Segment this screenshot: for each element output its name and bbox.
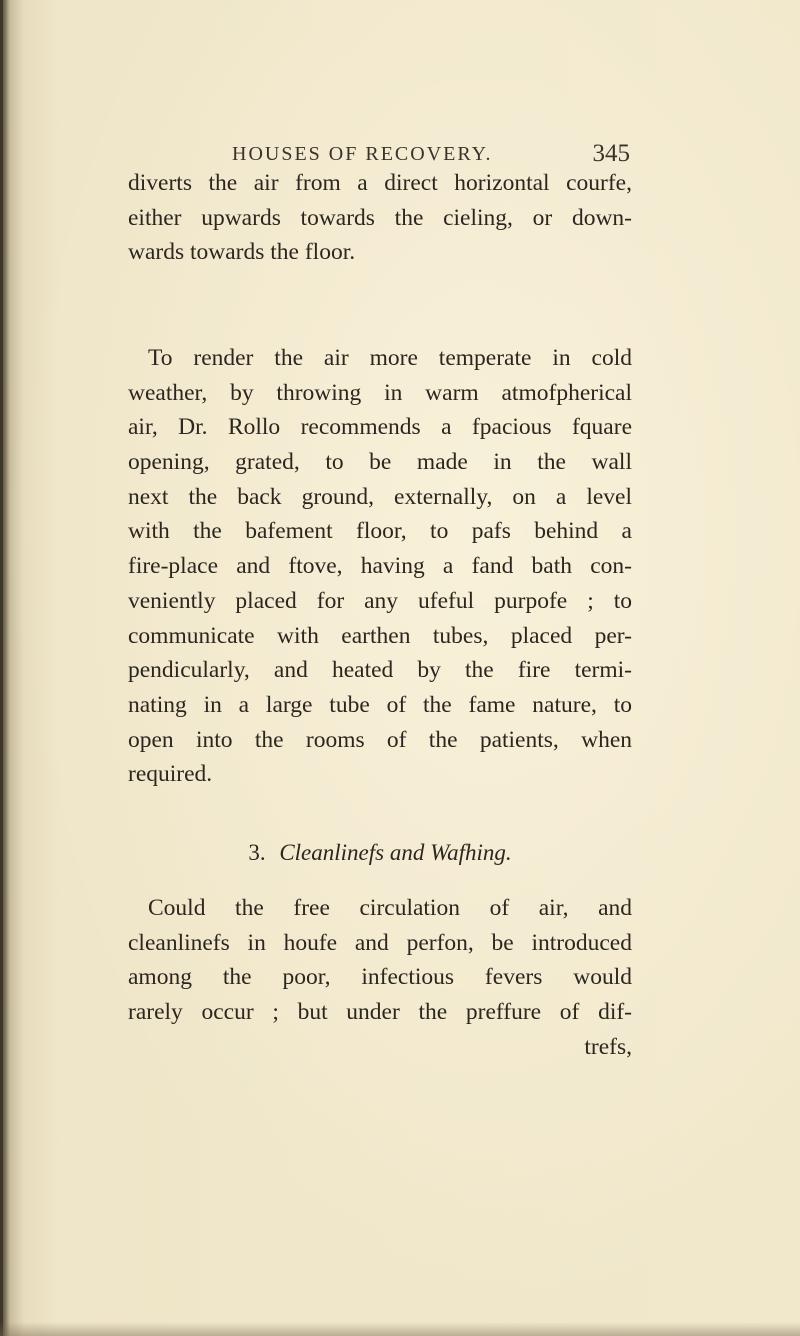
paragraph-3 (128, 891, 632, 1064)
text-line: diverts the air from a direct horizontal courfe, (128, 170, 632, 196)
page-spine-edge (0, 0, 3, 1336)
text-line: either upwards towards the cieling, or down- (128, 204, 632, 231)
paragraph-1 (128, 166, 632, 270)
text-line: veniently placed for any ufeful purpofe ; to (128, 587, 632, 614)
text-line: opening, grated, to be made in the wall (128, 449, 632, 476)
text-line: wards towards the floor. (128, 239, 356, 266)
text-line: with the bafement floor, to pafs behind a (128, 518, 632, 545)
running-head: HOUSES OF RECOVERY. (232, 143, 493, 165)
text-line: nating in a large tube of the fame nature, to (128, 691, 632, 718)
text-line: next the back ground, externally, on a level (128, 483, 632, 510)
text-line: fire-place and ftove, having a fand bath con- (128, 553, 632, 580)
text-line: pendicularly, and heated by the fire termi- (128, 657, 632, 684)
text-line: air, Dr. Rollo recommends a fpacious fquare (128, 414, 632, 441)
text-line: rarely occur ; but under the preffure of dif- (128, 999, 632, 1026)
section-number: 3. (248, 840, 266, 865)
text-line: Could the free circulation of air, and (148, 895, 632, 921)
text-line: open into the rooms of the patients, when (128, 726, 632, 753)
text-line: among the poor, infectious fevers would (128, 964, 632, 991)
text-line: weather, by throwing in warm atmofpherical (128, 379, 632, 406)
section-title: Cleanlinefs and Wafhing. (279, 840, 512, 865)
section-heading (128, 840, 632, 866)
page-bottom-shadow (0, 1322, 800, 1336)
text-line: To render the air more temperate in cold (148, 345, 632, 371)
text-line: cleanlinefs in houfe and perfon, be introduced (128, 929, 632, 956)
paragraph-2 (128, 341, 632, 792)
page-number: 345 (592, 140, 630, 167)
text-line: required. (128, 761, 213, 788)
catchword: trefs, (584, 1033, 632, 1060)
text-line: communicate with earthen tubes, placed per- (128, 622, 632, 649)
